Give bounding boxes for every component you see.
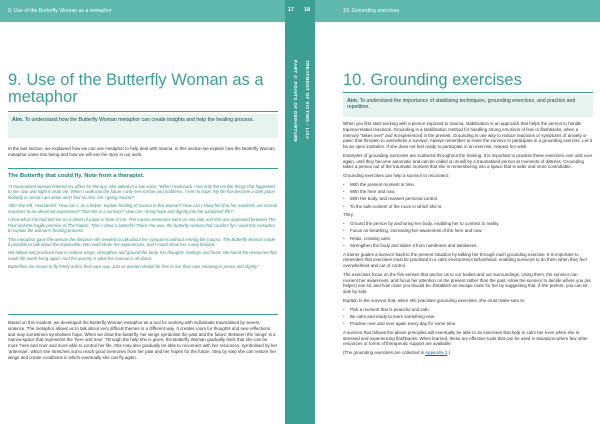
list-item: • Focus on breathing, increasing her awareness of the here and now.	[343, 228, 593, 234]
box-heading: The Butterfly that could fly. Note from a therapist.	[8, 173, 145, 179]
outro-paragraph: Based on this incident, we developed the Butterfly Woman metaphor as a tool for working with individuals traumatised by severe violence. The metaphor allows us to talk about very difficult themes in a different way. It creates room for thoughts and new reflections and may sometimes symbolises hope. When we draw the butterfly, her wings symbolise the past and the future. Between the 'wings' is a narrow space that represents the 'here and now'. Through the help she is given, the Butterfly Woman gradually feels that she can be more 'here and now' and more able to control her life. She may also gradually be able to reconnect with her resources, symbolised by her 'antennae', which she stretches out to reach good memories from her past and her hopes for the future. Step by step she can restore her wings and create conditions in which eventually she can fly again.	[8, 320, 278, 360]
page-title: 9. Use of the Butterfly Woman as a metaphor	[8, 71, 264, 106]
quote-paragraph: After she left, I wondered: 'How can I, as a helper, explain healing of trauma to this woman? How can I show her that her reactions are normal reactions to an abnormal experience? That she is a survivor? How can I bring hope and dignity into her paralysed life?'	[8, 203, 278, 214]
left-page-number: 17	[288, 7, 295, 13]
page-title: 10. Grounding exercises	[343, 71, 522, 89]
spine-label-right: TREATMENT OF VICTIMS • LISA	[305, 60, 310, 140]
aim-label: Aim.	[347, 98, 359, 104]
aim-box	[343, 95, 593, 117]
practice-list	[343, 307, 593, 327]
right-page	[315, 0, 600, 424]
list-item: • To the safe content of the room in which she is.	[343, 204, 593, 210]
list-item: • Practise over and over again every day for some time.	[343, 321, 593, 327]
list-item: • With her body, and reassert personal control.	[343, 196, 593, 202]
list-item: • Relax, creating calm.	[343, 236, 593, 242]
title-divider	[343, 92, 593, 93]
aim-label: Aim.	[12, 117, 24, 123]
left-page	[0, 0, 285, 424]
paragraph: Grounding exercises can help a survivor to reconnect:	[343, 173, 450, 178]
body-text	[343, 121, 593, 359]
therapist-quote	[8, 184, 278, 273]
therapist-note-box	[8, 168, 278, 315]
quote-paragraph: This metaphor gave the woman the distance she needed to talk about her symptoms without reliving the trauma. The Butterfly Woman made it possible to talk about the impossible. We could share her experiences, and I could show her a way forward.	[8, 236, 276, 247]
appendix-2-link[interactable]: Appendix 2	[425, 350, 448, 355]
left-header-bar	[0, 0, 285, 22]
paragraph: When you first start working with a person exposed to trauma, stabilisation is an approach that helps the person to handle trauma-related reactions. Grounding is a stabilisation method for handling strong emotions of fear or flashbacks, when a memory "takes over" and is experienced in the present. Grounding is one way to reduce reactions or symptoms of anxiety or panic that threaten to overwhelm a survivor. Always remember to invite the survivor to participate in a grounding exercise. Let it be an open invitation. If she does not feel ready to participate in an exercise, respect her wish.	[343, 121, 592, 149]
left-running-title: 9. Use of the Butterfly Woman as a metaphor	[8, 8, 112, 14]
list-item: • Be calm and ready to learn something new.	[343, 314, 593, 320]
effects-list	[343, 221, 593, 249]
appendix-note: (The grounding exercises are collected in Appendix 2.)	[343, 350, 451, 355]
aim-text: To understand how the Butterfly Woman metaphor can create insights and help the healing process.	[24, 117, 255, 123]
list-item: • Strengthen the body and widen it from numbness and weakness.	[343, 243, 593, 249]
paragraph: The exercises focus on the five senses that anchor us to our bodies and our surroundings. Using them, the survivor can reorient her awareness, and focus her attention on the present rather than the past. Allow the survivor to decide where you (as helper) can sit, and how close you should be. Establish an escape route for her by suggesting that, if she prefers, you can sit side by side.	[343, 271, 591, 294]
spine	[285, 0, 315, 424]
reconnect-list	[343, 182, 593, 210]
list-item: • With the here and now.	[343, 189, 593, 195]
right-running-title: 10. Grounding exercises	[343, 8, 400, 14]
right-page-number: 18	[304, 7, 311, 13]
quote-paragraph: We talked and practiced how to restore wings, strengthen and ground the body, her thoughts, feelings and heart. We found the resources that made life worth living again. And the journey is what the manual is all about.	[8, 250, 277, 261]
paragraph: A trainer guides a survivor back to the present situation by talking her through each grounding exercise. It is important to remember that exercises must be practised in a calm environment beforehand, enabling survivors to do them when they feel overwhelmed and out of control.	[343, 251, 587, 268]
paragraph: A survivor that follows the above principles will eventually be able to do exercises that help to calm her even when she is stressed and experiencing flashbacks. When learned, these are effective tools that can be used in situations where few other resources or forms of therapeutic support are available.	[343, 329, 588, 347]
intro-paragraph: In the last section, we explained how we can use metaphor to help deal with trauma. In this section we explain how the Butterfly Woman metaphor came into being and how we will use the story in our work.	[8, 146, 275, 157]
title-divider	[8, 111, 278, 112]
quote-paragraph: "A traumatised woman entered my office for therapy. She talked in a low voice. 'When I look back I see only the terrible things that happened to me, day and night it visits me. When I walk into the future I only see sorrow and problems. I see no hope. My life has become a dark place. Nobody is ruined I am alone and I find no rest. Am I going insane?'	[8, 184, 276, 200]
list-item: • Pick a moment that is peaceful and safe.	[343, 307, 593, 313]
aim-box	[8, 114, 278, 138]
spine-label-left: PART 4: POINTS OF DEPARTURE	[293, 60, 298, 143]
list-item: • Ground the person by anchoring her body, enabling her to connect to reality.	[343, 221, 593, 227]
paragraph: Explain to the survivor that, when she practises grounding exercises, she must make sure to:	[343, 297, 526, 303]
quote-paragraph: Butterflies are meant to fly freely and in their own way. Just as women should be free to live their own meaning in peace and dignity."	[8, 264, 260, 270]
aim-text: To understand the importance of stabilising techniques, grounding exercises, and practice and repetition.	[347, 98, 576, 111]
quote-paragraph: I drew what she had told me on a sheet of paper in front of me. The trauma memories were on one side and she was squeezed between The Past and the fragile promise of The Future. Then I drew a butterfly! There she was, the butterfly woman that couldn't fly! I used this metaphor to explain the woman's healing process.	[8, 217, 276, 234]
paragraph: They:	[343, 212, 355, 218]
list-item: • With the present moment in time.	[343, 182, 593, 188]
right-header-bar	[315, 0, 600, 22]
paragraph: Examples of grounding exercises are scattered throughout the training. It is important to practise these exercises over and over again, until they become automatic and can be called on at will by a traumatised person at moments of distress. Grounding takes a person out of the traumatic moment that she is remembering into a space that is safer and more controllable.	[343, 152, 593, 170]
